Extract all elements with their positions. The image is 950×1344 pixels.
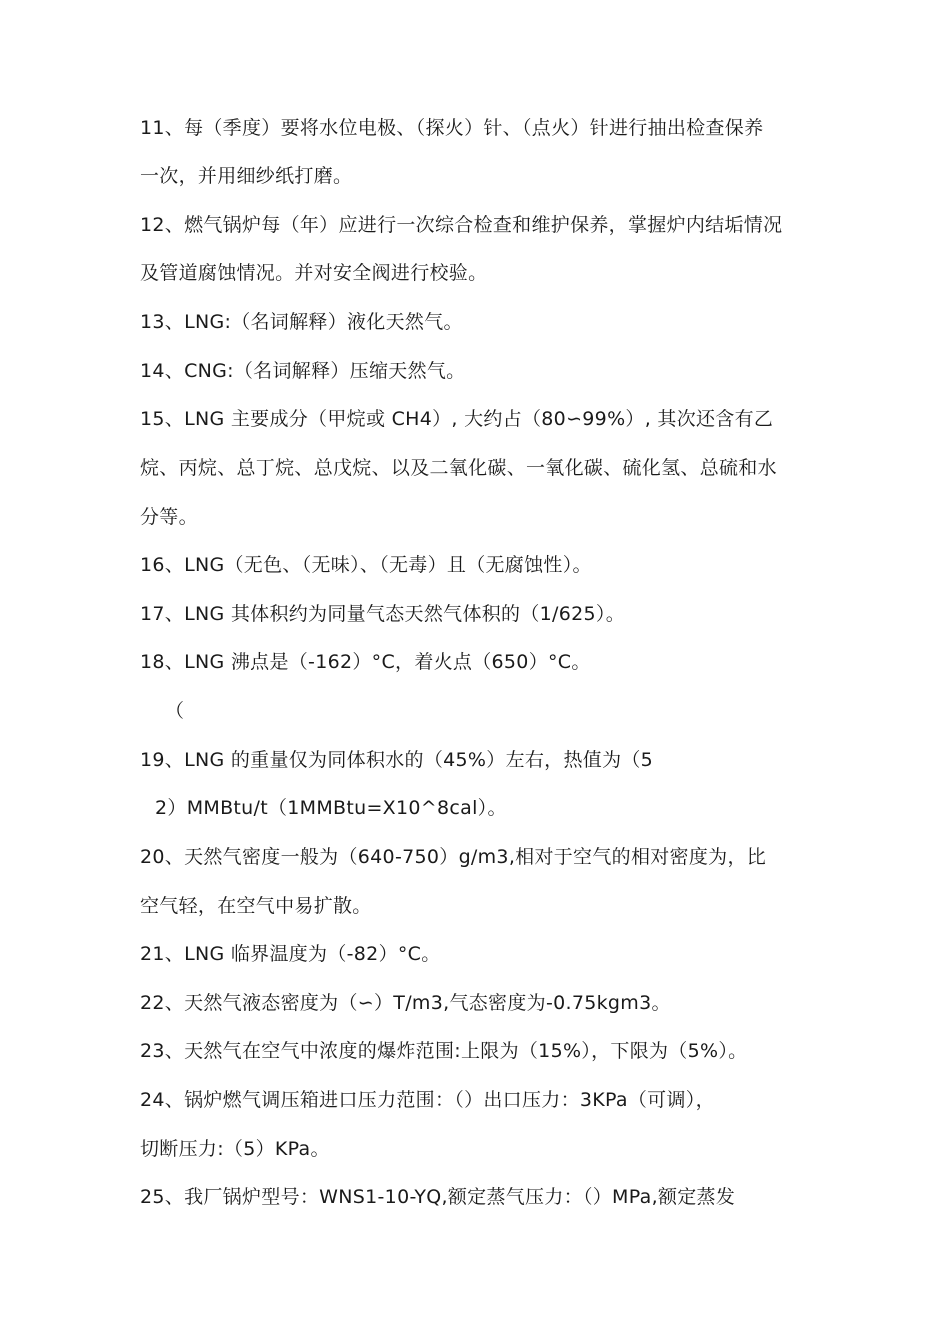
text-line-25: 25、我厂锅炉型号：WNS1-10-YQ,额定蒸气压力：（）MPa,额定蒸发 [140,1186,736,1208]
text-line-15-a: 15、LNG 主要成分（甲烷或 CH4）, 大约占（80∽99%）, 其次还含有乙 [140,408,774,430]
text-line-14: 14、CNG:（名词解释）压缩天然气。 [140,360,466,382]
text-line-15-b: 烷、丙烷、总丁烷、总戊烷、以及二氧化碳、一氧化碳、硫化氢、总硫和水 [140,457,777,479]
text-line-19-a: 19、LNG 的重量仅为同体积水的（45%）左右，热值为（5 [140,749,654,771]
text-line-stray-paren: （ [165,700,185,722]
text-line-12-b: 及管道腐蚀情况。并对安全阀进行校验。 [140,262,488,284]
text-line-20-b: 空气轻，在空气中易扩散。 [140,895,372,917]
text-line-11-a: 11、每（季度）要将水位电极、（探火）针、（点火）针进行抽出检查保养 [140,117,764,139]
text-line-12-a: 12、燃气锅炉每（年）应进行一次综合检查和维护保养，掌握炉内结垢情况 [140,214,783,236]
text-line-20-a: 20、天然气密度一般为（640-750）g/m3,相对于空气的相对密度为，比 [140,846,767,868]
text-line-24-b: 切断压力:（5）KPa。 [140,1138,330,1160]
text-line-13: 13、LNG:（名词解释）液化天然气。 [140,311,463,333]
text-line-15-c: 分等。 [140,506,198,528]
text-line-21: 21、LNG 临界温度为（-82）°C。 [140,943,441,965]
text-line-16: 16、LNG（无色、（无味）、（无毒）且（无腐蚀性）。 [140,554,592,576]
text-line-11-b: 一次，并用细纱纸打磨。 [140,165,353,187]
text-line-23: 23、天然气在空气中浓度的爆炸范围:上限为（15%），下限为（5%）。 [140,1040,748,1062]
text-line-22: 22、天然气液态密度为（∽）T/m3,气态密度为-0.75kgm3。 [140,992,671,1014]
text-line-17: 17、LNG 其体积约为同量气态天然气体积的（1/625）。 [140,603,625,625]
text-line-18: 18、LNG 沸点是（-162）°C，着火点（650）°C。 [140,651,591,673]
text-line-19-b: 2）MMBtu/t（1MMBtu=X10^8cal）。 [155,797,507,819]
text-line-24-a: 24、锅炉燃气调压箱进口压力范围：（）出口压力：3KPa（可调）， [140,1089,715,1111]
